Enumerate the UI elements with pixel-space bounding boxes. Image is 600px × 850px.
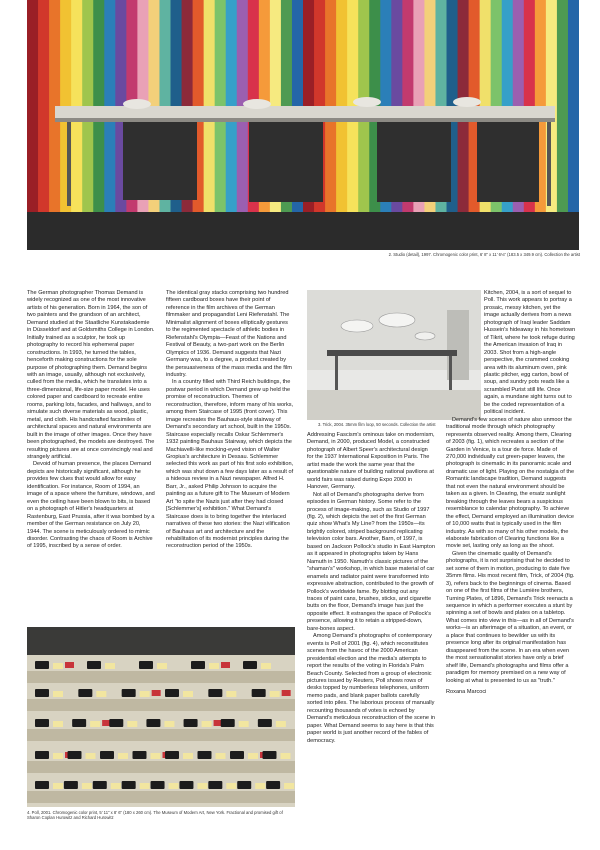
poll-ballot xyxy=(82,783,92,789)
poll-ballot xyxy=(197,783,207,789)
text-column-3 xyxy=(307,432,435,745)
studio-stripe xyxy=(38,0,50,212)
paragraph: In a country filled with Third Reich buildings, the postwar period in which Demand grew up held the promise of reconstruction. Themes of reconstruction, therefore, inform many of his works, among them Staircase of 1995 (front cover). This image recreates the Bauhaus-style stairway of Demand's secondary art school, built in the 1950s. Staircase especially recalls Oskar Schlemmer's 1932 painting Bauhaus Stairway, which depicts the Machiavelli-like mocking-eyed vision of Walter Gropius's architecture in Dessau. Schlemmer selected this work as part of his first solo exhibition, which was shut down a few days later as a result of a hideous review in a Nazi newspaper. Alfred H. Barr, Jr., asked Philip Johnson to acquire the painting as a future gift to The Museum of Modern Art "to spite the Nazis just after they had closed [Schlemmer's] exhibition." What Demand's Staircase does is to bring together the interlaced narratives of these two stories: the Nazi vilification of Bauhaus art and architecture and the rehabilitation of its modernist principles during the reconstruction period of the 1950s. xyxy=(166,379,294,550)
figure-poll xyxy=(27,627,295,807)
poll-phone xyxy=(243,661,257,669)
poll-ballot xyxy=(270,691,280,697)
paragraph: The German photographer Thomas Demand is widely recognized as one of the most innovative artists of his generation. Born in 1964, the son of two painters and the grandson of an architect, Demand studied at the Staatliche Kunstakademie in Düsseldorf and at Goldsmiths College in London. Initially trained as a sculptor, he took up photography to record his ephemeral paper constructions. In 1993, he turned the tables, henceforth making constructions for the sole purpose of photographing them. Demand begins with an image, usually, although not exclusively, culled from the media, which he translates into a three-dimensional, life-size paper model. He uses colored paper and cardboard to recreate entire rooms, parking lots, facades, and hallways, and to simulate such diverse materials as wood, plastic, metal, and cloth. His handcrafted facsimiles of architectural spaces and natural environments are built in the image of other images. Once they have been photographed, the models are destroyed. The resulting pictures are at once convincingly real and strangely artificial. xyxy=(27,290,155,460)
poll-ballot xyxy=(276,721,286,727)
studio-stripe xyxy=(27,0,39,212)
studio-stripe xyxy=(568,0,579,212)
poll-phone xyxy=(146,719,160,727)
poll-ballot xyxy=(118,753,128,759)
poll-phone xyxy=(35,689,49,697)
poll-ballot xyxy=(53,721,63,727)
poll-ballot xyxy=(255,783,265,789)
author-signature: Roxana Marcoci xyxy=(446,689,487,696)
poll-ballot xyxy=(169,783,179,789)
poll-ballot xyxy=(226,783,236,789)
poll-ballot xyxy=(96,691,106,697)
poll-folder xyxy=(65,662,74,668)
poll-phone xyxy=(165,689,179,697)
figure-trick-caption: 3. Trick, 2004. 35mm film loop, 50 seconds. Collection the artist xyxy=(318,422,436,427)
poll-ballot xyxy=(90,721,100,727)
poll-phone xyxy=(139,661,153,669)
poll-ballot xyxy=(86,753,96,759)
studio-floor xyxy=(27,212,579,250)
poll-ballot xyxy=(151,753,161,759)
poll-desk xyxy=(27,761,295,773)
poll-phone xyxy=(64,781,78,789)
paragraph: The identical gray stacks comprising two hundred fifteen cardboard boxes have their point of reference in the film archives of the German filmmaker and propagandist Leni Riefenstahl. The Minimalist alignment of boxes elliptically gestures to the regimented spectacle of athletic bodies in Riefenstahl's Olympia—Feast of the Nations and Festival of Beauty, a two-part work on the Berlin Olympics of 1936. Demand suggests that Nazi Germany was, to a degree, a product created by the persuasiveness of the mass media and the film industry. xyxy=(166,290,292,378)
poll-ballot xyxy=(105,663,115,669)
figure-studio xyxy=(27,0,579,250)
poll-desk xyxy=(27,791,295,803)
poll-ballot xyxy=(140,783,150,789)
poll-phone xyxy=(100,751,114,759)
poll-phone xyxy=(184,719,198,727)
poll-phone xyxy=(266,781,280,789)
poll-phone xyxy=(179,781,193,789)
poll-folder xyxy=(282,690,291,696)
studio-desk-panel xyxy=(123,122,197,200)
studio-desk-panel xyxy=(377,122,451,202)
poll-phone xyxy=(258,719,272,727)
poll-ballot xyxy=(53,663,63,669)
spinning-plate xyxy=(379,313,415,327)
paragraph: Among Demand's photographs of contemporary events is Poll of 2001 (fig. 4), which reconstitutes scenes from the havoc of the 2000 American presidential election and the media's attempts to report the results of the voting in Florida's Palm Beach County. Selected from a group of electronic pictures issued by Reuters, Poll shows rows of desks topped by numberless telephones, uniform memo pads, and blank paper ballots carefully sorted into piles. The laborious process of manually recounting thousands of votes is echoed by Demand's meticulous reconstruction of the scene in paper. What Demand seems to say here is that this paper world is just another record of the fables of democracy. xyxy=(307,633,435,744)
poll-ballot xyxy=(248,753,258,759)
poll-phone xyxy=(133,751,147,759)
studio-stripe xyxy=(557,0,569,212)
poll-ballot xyxy=(127,721,137,727)
poll-ballot xyxy=(157,663,167,669)
poll-ballot xyxy=(140,691,150,697)
poll-phone xyxy=(72,719,86,727)
poll-phone xyxy=(198,751,212,759)
poll-desk xyxy=(27,699,295,711)
paragraph: Devoid of human presence, the places Demand depicts are historically significant, although he provides few clues that would allow for easy identification. For instance, Room of 1994, an image of a space where the furniture, windows, and even the ceiling have been blown to bits, is based on a photograph of Hitler's headquarters at Rastenburg, East Prussia, after it was bombed by a member of the German resistance on July 20, 1944. The scene is meticulously ordered to mimic disorder. Contrasting the chaos of Room is Archive of 1995, inscribed by a sense of order. xyxy=(27,461,155,550)
poll-ballot xyxy=(202,721,212,727)
poll-ballot xyxy=(183,691,193,697)
poll-ballot xyxy=(284,783,294,789)
poll-phone xyxy=(165,751,179,759)
poll-phone xyxy=(35,751,49,759)
paragraph: Addressing Fascism's ominous take on modernism, Demand, in 2000, produced Model, a constructed photograph of Albert Speer's architectural design for the 1937 International Exposition in Paris. The artist made the work the same year that the questionable nature of building national pavilions at world fairs was raised during Expo 2000 in Hanover, Germany. xyxy=(307,432,435,491)
poll-phone xyxy=(78,689,92,697)
poll-ballot xyxy=(261,663,271,669)
poll-phone xyxy=(151,781,165,789)
spinning-plate xyxy=(341,320,373,332)
poll-phone xyxy=(263,751,277,759)
poll-phone xyxy=(230,751,244,759)
paragraph: Given the cinematic quality of Demand's photographs, it is not surprising that he decided to set some of them in motion, producing to date five 35mm films. His most recent film, Trick, of 2004 (fig. 3), refers back to the beginnings of cinema. Based on one of the first films of the Lumière brothers, Turning Plates, of 1896, Demand's Trick reenacts a sequence in which a performer executes a stunt by spinning a set of bowls and plates on a tabletop. What comes into view in this—as in all of Demand's works—is an afterimage of a situation, an event, or a place that continues to bewilder us with its presence long after its original manifestation has disappeared from the scene. In an era when even the most sensationalist stories have only a brief shelf life, Demand's photographs and films offer a paradigm for memory premised on a new way of looking at what is presented to us as "truth." xyxy=(446,550,575,684)
poll-desk xyxy=(27,729,295,741)
figure-studio-caption: 2. Studio (detail), 1997. Chromogenic color print, 6' 8" x 11' 6⅛" (183.5 x 349.9 cm). Collection the artist xyxy=(388,252,580,257)
trick-table xyxy=(327,350,457,356)
poll-phone xyxy=(208,781,222,789)
poll-phone xyxy=(122,689,136,697)
text-column-2 xyxy=(166,290,294,551)
poll-phone xyxy=(35,781,49,789)
poll-ballot xyxy=(53,691,63,697)
poll-photo xyxy=(27,627,295,807)
poll-ballot xyxy=(239,721,249,727)
poll-phone xyxy=(208,689,222,697)
spinning-plate xyxy=(415,332,435,340)
poll-phone xyxy=(191,661,205,669)
paragraph: Demand's few scenes of nature also unmoor the traditional mode through which photography represents observed reality. Among them, Clearing of 2003 (fig. 1), which recreates a section of the Garden in Venice, is a tour de force. Made of 270,000 individually cut green-paper leaves, the photograph is cinematic in its panoramic scale and dramatic use of light. Playing on the nostalgia of the Romantic landscape tradition, Demand suggests that not even the natural environment should be taken as a given. In Clearing, the ersatz sunlight breaking through the leaves bears a suspicious resemblance to calendar photography. To achieve the effect, Demand employed an illumination device of 10,000 watts that is typically used in the film industry. As with so many of his other models, the elaborate fabrication of Clearing functions like a movie set, lasting only as long as the shoot. xyxy=(446,416,575,550)
poll-phone xyxy=(221,719,235,727)
paragraph: Not all of Demand's photographs derive from episodes in German history. Some refer to the process of image-making, such as Studio of 1997 (fig. 2), which depicts the set of the first German quiz show What's My Line? from the 1950s—its brightly colored, striped background replicating television color bars. Another, Barn, of 1997, is based on Jackson Pollock's studio in East Hampton as it appeared in photographs taken by Hans Namuth in 1950. Namuth's classic pictures of the "shaman's" workshop, in which base material of car enamels and radiator paint were transformed into expressive abstraction, contributed to the growth of Pollock's worldwide fame. By blotting out any traces of paint cans, brushes, sticks, and cigarette butts on the floor, Demand's image has just the opposite effect. It estranges the space of Pollock's presence, allowing it to retain a stripped-down, bare-bones aspect. xyxy=(307,491,435,632)
poll-ballot xyxy=(183,753,193,759)
figure-poll-caption: 4. Poll, 2001. Chromogenic color print, 5' 11" x 8' 6" (180 x 260 cm). The Museum of Modern Art, New York. Fractional and promised gift of Sharon Coplan Hurowitz and Richard Hurowitz xyxy=(27,810,283,820)
poll-phone xyxy=(109,719,123,727)
poll-ballot xyxy=(226,691,236,697)
poll-ballot xyxy=(53,753,63,759)
poll-phone xyxy=(87,661,101,669)
paragraph: Kitchen, 2004, is a sort of sequel to Poll. This work appears to portray a prosaic, messy kitchen, yet the image actually derives from a news photograph of Iraqi leader Saddam Hussein's hideaway in his hometown of Tikrit, where he took refuge during the American invasion of Iraq in 2003. Shot from a high-angle perspective, the crammed cooking area with its aluminum oven, pink plastic pitcher, egg carton, bowl of soup, and sundry pots reads like a scrambled Purist still life. Once again, a mundane sight turns out to be the coded representation of a political incident. xyxy=(484,290,576,416)
text-column-1 xyxy=(27,290,155,551)
poll-ballot xyxy=(164,721,174,727)
poll-phone xyxy=(237,781,251,789)
studio-photo xyxy=(27,0,579,250)
poll-phone xyxy=(252,689,266,697)
poll-ballot xyxy=(216,753,226,759)
poll-phone xyxy=(35,661,49,669)
poll-folder xyxy=(152,690,161,696)
poll-ballot xyxy=(281,753,291,759)
poll-phone xyxy=(93,781,107,789)
poll-phone xyxy=(35,719,49,727)
poll-ballot xyxy=(53,783,63,789)
text-column-4 xyxy=(446,290,576,696)
poll-phone xyxy=(68,751,82,759)
poll-folder xyxy=(221,662,230,668)
studio-desk-panel xyxy=(249,122,323,202)
poll-phone xyxy=(122,781,136,789)
poll-ballot xyxy=(209,663,219,669)
poll-desk xyxy=(27,671,295,683)
studio-desk-panel xyxy=(477,122,539,202)
poll-ballot xyxy=(111,783,121,789)
